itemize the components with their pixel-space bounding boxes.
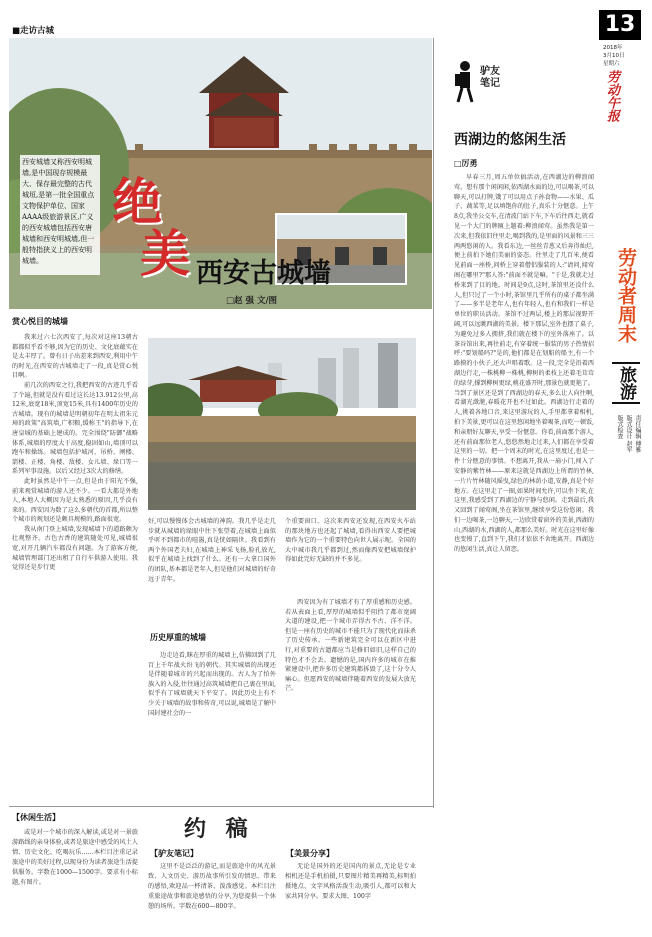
scenery-heading: 【美景分享】	[286, 849, 334, 858]
leisure-text: 或是对一个城市的深入解读,或是对一景旅游路线的亲身体验,或者是旅途中感受的风土人情、历史文化、吃喝玩乐……本栏目注重记录旅途中的美好过程,以现身份为读者旅途生活提供服务。字数在1000—1500字。要求有小标题,有图片。	[12, 829, 138, 886]
mid-article-p1: 好,可以慢慢体会古城墙的神韵。我几乎是走几步就从城墙的垛眼中往下张望着,在城墙上面似乎听不到都市的喧嚣,真是恍如隔世。我看到有两个外国老夫妇,在城墙上神采飞扬,脸孔放光,似乎在城墙上找到了什么。还有一大拿口国外的团队,基本都是老年人,但是他们对城墙的好奇远于青年。	[148, 518, 276, 583]
page-number-box: 13	[599, 10, 641, 40]
column-divider	[433, 38, 434, 808]
article-title: 西安古城墙	[196, 258, 331, 289]
title-char-mei: 美	[140, 224, 190, 283]
notes-text-cont	[285, 812, 416, 842]
right-article-p2: 西安因为有了城墙才有了厚重感和历史感。若从表面上看,厚厚的城墙似乎阻挡了都市宽阔大道的建设,把一个城市弄得古不古、洋不洋。但是一座有历史的城市不能只为了现代化而抹杀了历史传承。一些新建筑完全可以在新区中进行,对重要的古遗都应当是修旧如旧,这样自己的特色才不会丢。遗憾的是,国内许多的城市在推紧建设中,把许多历史建筑都拆毁了,这十分令人痛心。但愿西安的城墙伴随着西安的发展大放光芒。	[285, 599, 416, 693]
leisure-heading: 【休闲生活】	[12, 813, 60, 822]
credit-layout: 版式设计 赵军	[625, 415, 632, 453]
lead-intro: 西安城墙又称西安明城墙,是中国现存规模最大、保存最完整的古代城垣,是第一批全国重点文物保护单位、国家AAAA级旅游景区,广义的西安城墙包括西安唐城墙和西安明城墙,但一般特指狭义上的西安明城墙。	[20, 155, 100, 275]
lake-svg	[148, 338, 416, 510]
left-subheading: 赏心悦目的城墙	[12, 317, 68, 326]
feature-title: 西湖边的悠闲生活	[454, 132, 566, 148]
date-day: 3月10日	[603, 53, 625, 59]
sidebar-tag: 旅游	[612, 362, 640, 404]
credit-editor: 责任编辑 傅雅	[634, 415, 641, 453]
column-logo	[480, 66, 500, 90]
credit-check: 版式检查	[616, 415, 623, 439]
paragraph: 此时虽然是中午一点,但是由于阳光不强,前来观赏城墙的游人还不少。一看大都是外地人,本地人大概因为是太熟悉的原因,几乎没有来的。西安因为数了这么多朝代的首都,所以整个城市的规划还是颇具规模的,路面很宽。	[12, 477, 138, 524]
weekday: 星期六	[603, 61, 620, 67]
paragraph: 我来过六七次西安了,每次对这座13朝古都都似乎看不够,因为它的历史、文化底蕴实在是太丰厚了。曾有日子出差来到西安,利用中午的时光,在西安的古城墙走了一段,真是赏心悦目啊。	[12, 334, 138, 380]
logo-line-1: 驴友	[480, 66, 500, 77]
feature-author: □厉勇	[454, 159, 478, 168]
date: 2018年	[603, 45, 623, 51]
paper-name: 劳动午报	[604, 70, 619, 122]
byline: □赵 强 文/图	[226, 296, 278, 306]
notes-heading: 【驴友笔记】	[150, 849, 198, 858]
paragraph: 前几次的西安之行,我把西安的古迹几乎看了个遍,但就是没有看过这长达13.912公里,高12米,底宽18米,顶宽15米,具有1400年历史的古城墙。现有的城墙是明朝初年在明太祖朱元璋的政策"高筑墙,广积粮,缓称王"的指导下,在唐皇城的基础上建成的。完全围绕"防御"战略体系,城墙的厚度大于高度,稳固如山,墙顶可以跑车和操练。城墙包括护城河、吊桥、闸楼、箭楼、正楼、角楼、敌楼、女儿墙、垛口等一系列军事设施。以后又经过3次大的修缮。	[12, 381, 138, 476]
scenery-text: 无论是国外的还是国内的景点,无论是专业相机还是手机拍摄,只要图片精美再精美,标明拍摄地点、文字风格活泼生动,吸引人,都可以和大家共同分享。要求大图、100字	[285, 863, 416, 900]
lake-photo	[148, 338, 416, 510]
sidebar-title: 劳动者周末	[615, 248, 637, 343]
hiker-icon	[452, 60, 478, 104]
notes-text: 这里不是泛泛的游记,而是旅途中的风光景致、人文历史、游历故事所引发的情思、带来的感悟,欢迎品一杯清茶、泼泼感觉。本栏目注重旅途故事和旅途感悟的分享,为您提供一个休憩的场所。字数在600—800字。	[148, 863, 276, 910]
mid-subheading: 历史厚重的城墙	[150, 633, 206, 642]
sidebar-credits	[612, 415, 642, 453]
left-article-text	[12, 333, 138, 743]
section-label: ■走访古城	[12, 26, 55, 36]
logo-line-2: 笔记	[480, 78, 500, 89]
title-char-jue: 绝	[112, 172, 162, 231]
mid-article-p2: 边走边看,眯在厚重的城墙上,仿佛回到了几百上千年战火纷飞的朝代。其实城墙的出现还是伴随着城市的兴起而出现的。古人为了怕外族入的入侵,往往通过高筑城墙把自己裹在里面,似乎有了城墙就天下平安了。因此历史上有不少关于城墙的故事和传奇,可以说,城墙是了解中国封建社会的一	[148, 652, 276, 717]
feature-text: 早春三月,周五单位搞活动,在西湖边的柳浪闻莺。想有那个闲闲闲,依西湖水面的边,可以喝茶,可以聊天,可以打牌,饿了可以用点子孙食物——水果、瓜子、蔬菜等,足以填饱你的肚子,真乐十分惬意。上午8点,我坐公交车,在清波门站下车,下车后往西走,就看见一个大门的牌匾上题着:柳浪闻莺。虽然我是第一次来,但我依旧往里走,喝到我的,是里面的风景和三三两两悠闲的人。我看东边,一丝丝青葱又后奔得灿烂,便上前拍下她们美丽的姿态。往里走了几百米,便看见前面一座桥,问桥上穿着僧侣服装的人:"请问,闻莺阁在哪里?"那人答:"前面不就是嘛。"于是,我就走过桥来到了目的地。时间是9点,这时,茶馆里还没什么人,但只过了一个小时,茶馆里几乎所有的桌子都坐满了——多半是老年人,也有年轻人,也有和我们一样是单位的职员活动。茶馆不过两层,楼上的那层视野开阔,可以远眺西湖的美景。楼下那层,室外也摆了桌子,为避免过多人拥挤,我们就在楼下的室外落座了。以茶谷馆出来,再往前走,有穿着统一服装的男子热情招呼:"要划船吗?"是的,他们都是在划船的船主,有一个路摸的小伙子,还大声唱着歌。这一段,完全是沿着西湖边行走,一株桃柳一株桃,柳树的柔枝上还着毛茸茸的绿芽,撑到柳树更绿,桃花盛开时,那景色就更艳了。当到了景区还是到了西湖边的春天,多么让人向往啊,看湖光潋滟,春暖花开也不过如此。西湖边行走着的人,挑着各地口音,来这里游玩的人,手里都拿着相机,拍下美景,更可以在这里悠闲地坐着喝茶,而吃一顿饭,和亲朋好友聊天,享受一份惬意。你看,前面那个游人,还有前面那位老人,悠悠然地走过来,人们都在享受着这里的一切。把一个周末的时光,在这里度过,也是一件十分惬意的事情。不想离开,我从一扇小门,闯入了安静的紫竹林——原来这就是西湖边上所谓的竹林,一片片竹林随风摇曳,绿色的林荫小道,安静,真是个好地方。在这里走了一圈,如果时间允许,可以坐下来,在这里,我感受到了西湖边的宁静与悠闲。走到最后,我又回到了闻莺阁,坐在茶馆里,继续享受这份悠闲。我们一边喝茶,一边聊天,一边欣赏着窗外的美景,西湖的山,西湖的水,西湖的人,都那么美好。时光在这里好像也变慢了,直到下午,我们才依依不舍地离开。西湖边的悠闲生活,真让人留恋。	[454, 174, 594, 554]
paragraph: 我从南门登上城墙,发现城墙下的道路颇为壮观整齐。古色古香的建筑随处可见,城墙很宽,对开几辆汽车都没有问题。为了游客方便,城墙管理部门还出租了自行车供游人使用。我觉得还是步行更	[12, 525, 138, 572]
call-for-papers-title: 约 稿	[184, 817, 254, 842]
right-article-p1: 个重要窗口。这次来西安还发现,在西安火车站的那块地方也还起了城墙,看得出西安人要把城墙作为它的一个重要特色向世人展示呢。全国的大中城市我几乎都到过,然而像西安把城墙保护得如此完好无缺的并不多见。	[285, 518, 416, 564]
bottom-divider	[9, 806, 434, 807]
